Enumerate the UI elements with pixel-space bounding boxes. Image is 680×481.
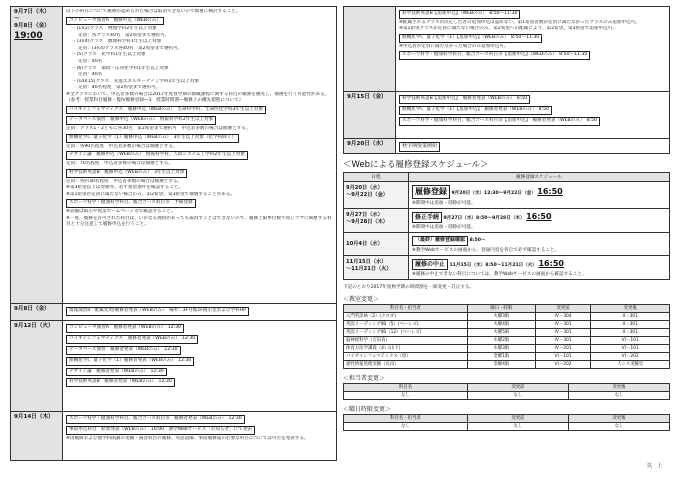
course-line: 定員：40名 (78, 58, 103, 64)
note-line: ※第1希望クラスが定員に満たない場合のみ、第2希望への配属により、第2希望、第3希望で追加申込可。 (399, 26, 617, 32)
registration-label: 履修登録 (412, 185, 450, 199)
period-change-table (343, 414, 670, 431)
col-header: 変更前 (467, 383, 568, 391)
course-box: 秋学期授業開始 (399, 142, 440, 152)
course-box: デザイン論 履修申込（WEBのみ） 情報科学科、人間システム工学科2年生以上対象 (66, 151, 248, 160)
course-box: スポーツ科学・健康科学科目、総合コース科目等 予備登録 (66, 199, 196, 208)
notice-line: 以下の科目について履修が認められた場合は取消できないので慎重に検討すること。 (66, 9, 241, 14)
table-row: 9月27日（水） ～9月28日（木） 修正手続 9月27日（水）8:50～9月28日（木） 16:50 ※期間中は追加・削除が可能。 (344, 209, 670, 233)
note-line: ※申込者が定員に満たなかった場合のみ追加申込可。 (399, 43, 509, 49)
table-row: 感性情報処理実験（長田） 金曜4限 VI－202 人シス実験室 (344, 360, 670, 368)
date-cell: 9月12日（火） (11, 321, 63, 411)
course-line: 定員：(3)(4)クラス各40名 第2希望まで選択可。 (78, 45, 183, 51)
note-line: ※第1希望が定員に満たない場合のみ、第2希望、第3希望で抽選することがある。 (66, 191, 236, 197)
schedule-row-sep12 (10, 321, 337, 412)
deadline-time: 16:50 (537, 187, 563, 196)
start-time: 8:50～ (469, 238, 486, 243)
col-header: 日程 (344, 173, 409, 182)
schedule-row-sep7 (10, 6, 337, 304)
course-box: 無機化学I、量子化学（1）【追加申込】 履修者発表（WEBのみ） 8:50 (399, 106, 552, 115)
course-box: バイオインフォマティクス 履修申込（WEBのみ） 生命科学科、生命医化学科3年生以上対象 (66, 106, 266, 115)
schedule-row-sep14 (10, 412, 337, 461)
course-box: 科学技術英語B【追加申込】 履修者発表（WEBのみ） 8:50 (399, 95, 530, 104)
course-box: 科学技術英語B【追加申込】（WEBのみ） 8:50～11:30 (399, 10, 520, 19)
course-line: ・(5)クラス 化学科1年生以上対象 (72, 52, 146, 58)
period-text: 9月27日（水）8:50～9月28日（木） (443, 216, 525, 221)
course-box: 情報演習II 配属変更/履修者発表（WEBのみ） 場所：3F号館1F掲示室および学科HP (66, 307, 249, 316)
table-row: 10月4日（水） （最終）履修登録確認 8:50～ ※教学Webサービスの画面から、登録内容を各自で必ず確認すること。 (344, 233, 670, 256)
right-column (343, 6, 670, 431)
date-cell: 9月20日（水） (344, 139, 396, 153)
course-box: 無機化学I、量子化学（1）【追加申込】（WEBのみ） 8:50～11:30 (399, 34, 542, 43)
course-box: 無機化学I、量子化学（1）履修申込（WEBのみ） 3年生以上対象（化学科除く） (66, 134, 239, 143)
date-sep: ～ (14, 15, 20, 22)
course-line: ・(6)クラス 環境・応用化学科1年生以上対象 (72, 65, 169, 71)
course-line: 定員：70名程度 申込者多数の場合は抽選とする。 (66, 161, 173, 167)
col-header: 変更前 (467, 414, 568, 422)
course-box: コンピュータ演習A 履修者発表（WEBのみ） 12:30 (66, 324, 184, 333)
table-row: 体育方法学講義（4）(山下) 水曜3限 IV－201 VI－101 (344, 344, 670, 352)
course-box: データベース演習 履修申込（WEBのみ） 情報科学科2年生以上対象 (66, 116, 216, 125)
course-line: 定員：各90名程度 申込者多数の場合は抽選とする。 (66, 143, 178, 149)
course-box: データベース演習 履修者発表（WEBのみ） 12:30 (66, 346, 181, 355)
course-line: 定員：クラス1・2ともに各30名 第2希望まで選択可 申込者多数の場合は抽選とする。 (66, 126, 251, 132)
table-row: 9月20日（水） ～9月22日（金） 履修登録 9月20日（水）12:30～9月22日（金） 16:50 ※期間中は追加・削除が可能。 (344, 182, 670, 209)
course-box: バイオインフォマティクス 履修者発表（WEBのみ） 12:30 (66, 335, 198, 344)
web-schedule-table (343, 172, 670, 280)
course-line: 定員：40名 (78, 72, 103, 78)
date-start: 9月7日（木） (14, 9, 50, 15)
correction-label: 修正手続 (412, 212, 442, 223)
schedule-row-sep15 (343, 92, 670, 139)
col-header: 科目名・担当者 (344, 304, 468, 312)
table-row: 英語リーディングIIB（12）(ベーレズ) 火曜5限 IV－301 II－301 (344, 328, 670, 336)
withdrawal-label: 履修の中止 (412, 259, 448, 270)
note-line: ※一度、履修を許可された科目は、いかなる理由があっても取消すことはできないので、履修上限単位数や同じコマに関連する科目と十分注意して履修申込を行うこと。 (66, 215, 332, 228)
teacher-change-title: ＜担当者変更＞ (343, 374, 386, 382)
deadline-time: 16:50 (538, 258, 564, 268)
col-header: 変更前 (535, 304, 591, 312)
note-line: ※教学Webサービスの画面から、登録内容を各自で必ず確認すること。 (412, 247, 560, 253)
table-row: なし なし なし (344, 391, 670, 399)
course-line: ・(1)(2)クラス 物理学科2年生以上対象 (72, 26, 157, 32)
col-header: 曜日・時限 (467, 304, 535, 312)
course-box: 無機化学I、量子化学（1）履修者発表（WEBのみ） 12:30 (66, 357, 194, 366)
course-line: 定員：40名程度 第2希望まで選択可。 (78, 85, 161, 91)
note-line: ※期間中は追加・削除が可能。 (412, 201, 476, 206)
col-header: 科目名 (344, 383, 468, 391)
course-line: ・(14)(15)クラス 先進エネルギーナノ工学科1年生以上対象 (72, 78, 199, 84)
course-box: デザイン論 履修者発表（WEBのみ） 12:30 (66, 368, 167, 377)
period-change-title: ＜曜日時限変更＞ (343, 405, 392, 413)
schedule-row-sep20 (343, 139, 670, 154)
left-column (10, 6, 337, 461)
course-box: スポーツ科学・健康科学科目、総合コース科目等 履修者発表（WEBのみ） 12:30 (66, 415, 245, 424)
table-row: なし なし なし (344, 422, 670, 430)
table-row: 英語リーディングIIB（5）(ベーレズ) 火曜4限 IV－301 II－301 (344, 320, 670, 328)
course-box: スポーツ科学・健康科学科目、総合コース科目等【追加申込】（WEBのみ） 8:50～11:30 (399, 51, 590, 60)
course-line: 定員：各約30名程度 申込者多数の場合は抽選とする。 (66, 178, 183, 184)
course-line: ・(3)(4)クラス 数理科学科1年生以上対象 (72, 39, 162, 45)
deadline-time: 19:00 (14, 30, 43, 41)
table-row: 入門英語IA（2）(クロダ) 火曜3限 IV－304 II－301 (344, 312, 670, 320)
date-cell: 9月15日（金） (344, 92, 396, 138)
date-cell (344, 7, 396, 91)
course-box: スポーツ科学・健康科学科目、総合コース科目等【追加申込】 履修者発表（WEBのみ） 8:50 (399, 117, 600, 126)
table-row: 脳神経科学（吉田直） 水曜2限 IV－301 VI－101 (344, 336, 670, 344)
course-box: 科学技術英語B 履修者発表（WEBのみ） 12:30 (66, 378, 175, 387)
teacher-change-table (343, 383, 670, 400)
col-header: 科目名・担当者 (344, 414, 468, 422)
date-cell (11, 7, 63, 303)
note-line: ※配属されるクラスが決定した者の追加申込は認めない。第1希望者数が定員に満たなかったクラスのみ追加申込可。 (399, 19, 640, 25)
col-header: 変更後 (568, 383, 669, 391)
period-text: 9月20日（水）12:30～9月22日（金） (451, 191, 536, 196)
note-line: ※期間中は追加・削除が可能。 (412, 225, 476, 230)
course-box: コンピュータ演習A 履修申込（WEBのみ） (66, 17, 164, 26)
note-line: ※第3希望以上は対象外。必ず希望条件を確認すること。 (66, 185, 184, 191)
date-end: 9月8日（金） (14, 22, 50, 29)
row-body (63, 7, 336, 303)
note-line: ※詳細は掲示や授業ホームページ等で確認すること。 (66, 209, 176, 215)
classroom-change-table (343, 304, 670, 369)
change-notice: 下記のとおり2017年度秋学期の時間割を一部変更・訂正する。 (343, 284, 475, 290)
course-box: 事前申込科目 結果発表（WEBのみ） 10:00 教学Webサービス「お知らせ」にて発表 (66, 426, 255, 435)
schedule-row-sep8 (10, 304, 337, 321)
schedule-row-sep14-cont (343, 6, 670, 92)
table-row: バイオインフォマティクス（原） 金曜1限 VI－101 VI－202 (344, 352, 670, 360)
closing-mark: 以 上 (646, 463, 662, 469)
final-check-label: （最終）履修登録確認 (412, 236, 468, 246)
note-line: ※再履修および他学科開講の実験・演習科目の履修、英語読解、事前履修届の必要な科目については可否を発表する。 (66, 435, 309, 441)
deadline-time: 16:50 (526, 212, 552, 221)
course-box: 科学技術英語B 履修申込（WEBのみ） 3年生以上対象 (66, 169, 187, 178)
note-line: ※履修の中止できない科目については、教学Webサービスの画面から確認すること。 (412, 271, 587, 277)
col-header: 変更後 (591, 304, 670, 312)
course-line: 定員：各クラス40名 第2希望まで選択可。 (78, 32, 170, 38)
col-header: 変更後 (568, 414, 669, 422)
table-row: 11月15日（水） ～11月21日（火） 履修の中止 11月15日（水）8:50～11月21日（火） 16:50 ※履修の中止できない科目については、教学Webサービスの画面から確認すること。 (344, 255, 670, 279)
note-line: ※全クラスにおいて、申込者多数の場合は2017年度春学期の教職課程に関する科目の履修を優先し、抽選を行う可能性がある。（参考：授業科目履修一覧IV履修登録―3 授業時間割―履修上の優先規程について） (66, 91, 330, 104)
period-text: 11月15日（水）8:50～11月21日（火） (449, 262, 538, 268)
date-cell: 9月14日（木） (11, 412, 63, 460)
classroom-change-title: ＜教室変更＞ (343, 295, 380, 303)
col-header: 履修登録スケジュール (409, 173, 670, 182)
web-schedule-title: ＜Webによる履修登録スケジュール＞ (343, 160, 489, 170)
date-cell: 9月8日（金） (11, 304, 63, 320)
